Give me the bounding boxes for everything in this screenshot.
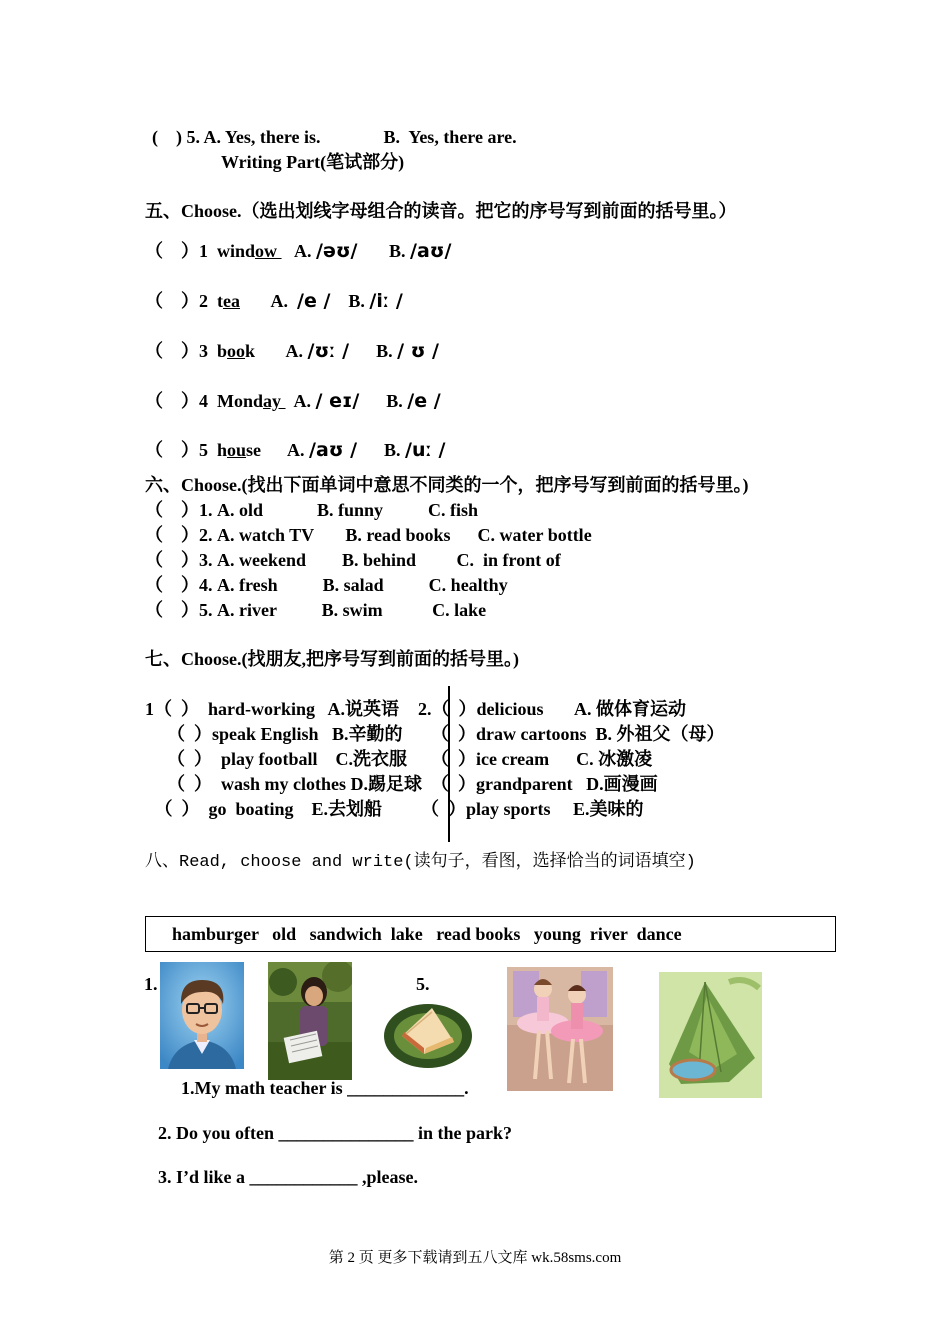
section6-row: （ ）3. A. weekend B. behind C. in front of xyxy=(145,550,561,570)
section6-row: （ ）5. A. river B. swim C. lake xyxy=(145,600,487,620)
section7-right-row: （ ）ice cream C. 冰激凌 xyxy=(422,749,653,769)
page-footer: 第 2 页 更多下载请到五八文库 wk.58sms.com xyxy=(328,1250,622,1266)
section7-right-row: 2.（ ）delicious A. 做体育运动 xyxy=(418,699,687,719)
teacher-picture xyxy=(160,962,244,1069)
section5-item-post: A. xyxy=(240,291,298,311)
section5-item-b: /aʊ/ xyxy=(410,240,452,262)
sandwich-picture xyxy=(382,996,474,1072)
section7-left-row: 1（ ） hard-working A.说英语 xyxy=(145,699,400,719)
section5-item-u: ou xyxy=(227,440,247,460)
section6-row: （ ）2. A. watch TV B. read books C. water bottle xyxy=(145,525,592,545)
section6-row: （ ）1. A. old B. funny C. fish xyxy=(145,500,479,520)
section5-item-b-label: B. xyxy=(359,391,408,411)
section5-item-a: /ʊː / xyxy=(307,340,350,362)
section5-item-u: ay xyxy=(263,391,286,411)
section7-left-row: （ ）speak English B.辛勤的 xyxy=(158,724,403,744)
section5-item-b-label: B. xyxy=(357,241,411,261)
section7-left-row: （ ） go boating E.去划船 xyxy=(150,799,383,819)
word-bank-words: hamburger old sandwich lake read books young river dance xyxy=(172,924,682,944)
reading-picture xyxy=(268,962,352,1080)
section7-right-row: （ ）grandparent D.画漫画 xyxy=(422,774,658,794)
sentence-1: 1.My math teacher is _____________. xyxy=(181,1078,469,1098)
section5-item-b: /iː / xyxy=(369,290,403,312)
section5-item-b: /e / xyxy=(407,390,441,412)
section6-title: 六、Choose.(找出下面单词中意思不同类的一个，把序号写到前面的括号里。) xyxy=(145,475,749,495)
section5-item-post: k A. xyxy=(245,341,308,361)
lake-picture xyxy=(659,972,762,1098)
section5-item xyxy=(145,240,451,262)
section5-item xyxy=(145,439,445,461)
section5-item-post: A. xyxy=(285,391,316,411)
section5-item-a: /əʊ/ xyxy=(316,240,358,262)
section5-item-a: /aʊ / xyxy=(309,439,358,461)
section8-title: 八、Read, choose and write(读句子，看图，选择恰当的词语填空) xyxy=(145,853,696,872)
sentence-2: 2. Do you often _______________ in the park? xyxy=(158,1123,513,1143)
dance-picture xyxy=(507,967,613,1091)
section5-item-pre: （ ）5 h xyxy=(145,440,228,460)
section5-item-u: ow xyxy=(255,241,282,261)
section5-item-b: /uː / xyxy=(405,439,446,461)
pic-number-1: 1. xyxy=(144,974,158,994)
section5-item-pre: （ ）1 wind xyxy=(145,241,256,261)
section5-item xyxy=(145,290,403,312)
writing-part-heading: Writing Part(笔试部分) xyxy=(221,152,405,172)
section5-item-u: ea xyxy=(223,291,240,311)
section5-item xyxy=(145,340,439,362)
section7-left-row: （ ） play football C.洗衣服 xyxy=(158,749,408,769)
word-bank-box xyxy=(145,916,836,952)
section5-item xyxy=(145,390,441,412)
section7-left-row: （ ） wash my clothes D.踢足球 xyxy=(158,774,422,794)
section5-item-pre: （ ）3 b xyxy=(145,341,228,361)
section5-item-b-label: B. xyxy=(349,341,398,361)
section5-item-b: / ʊ / xyxy=(397,340,439,362)
section6-row: （ ）4. A. fresh B. salad C. healthy xyxy=(145,575,508,595)
sentence-3: 3. I’d like a ____________ ,please. xyxy=(158,1167,419,1187)
section5-item-a: /e / xyxy=(297,290,331,312)
section5-item-post: A. xyxy=(281,241,317,261)
section5-item-pre: （ ）2 t xyxy=(145,291,223,311)
pic-number-5: 5. xyxy=(416,974,430,994)
section5-item-post: se A. xyxy=(246,440,310,460)
section5-item-u: oo xyxy=(227,341,246,361)
section5-item-pre: （ ）4 Mond xyxy=(145,391,264,411)
section5-item-a: / eɪ/ xyxy=(315,390,360,412)
section7-right-row: （ ）draw cartoons B. 外祖父（母） xyxy=(422,724,725,744)
section5-item-b-label: B. xyxy=(330,291,370,311)
section5-item-b-label: B. xyxy=(357,440,406,460)
section7-right-row: （ ）play sports E.美味的 xyxy=(412,799,644,819)
section7-title: 七、Choose.(找朋友,把序号写到前面的括号里。) xyxy=(145,649,519,669)
listening-q5: ( ) 5. A. Yes, there is. B. Yes, there are. xyxy=(152,127,517,147)
section5-title: 五、Choose.（选出划线字母组合的读音。把它的序号写到前面的括号里。） xyxy=(145,201,737,221)
